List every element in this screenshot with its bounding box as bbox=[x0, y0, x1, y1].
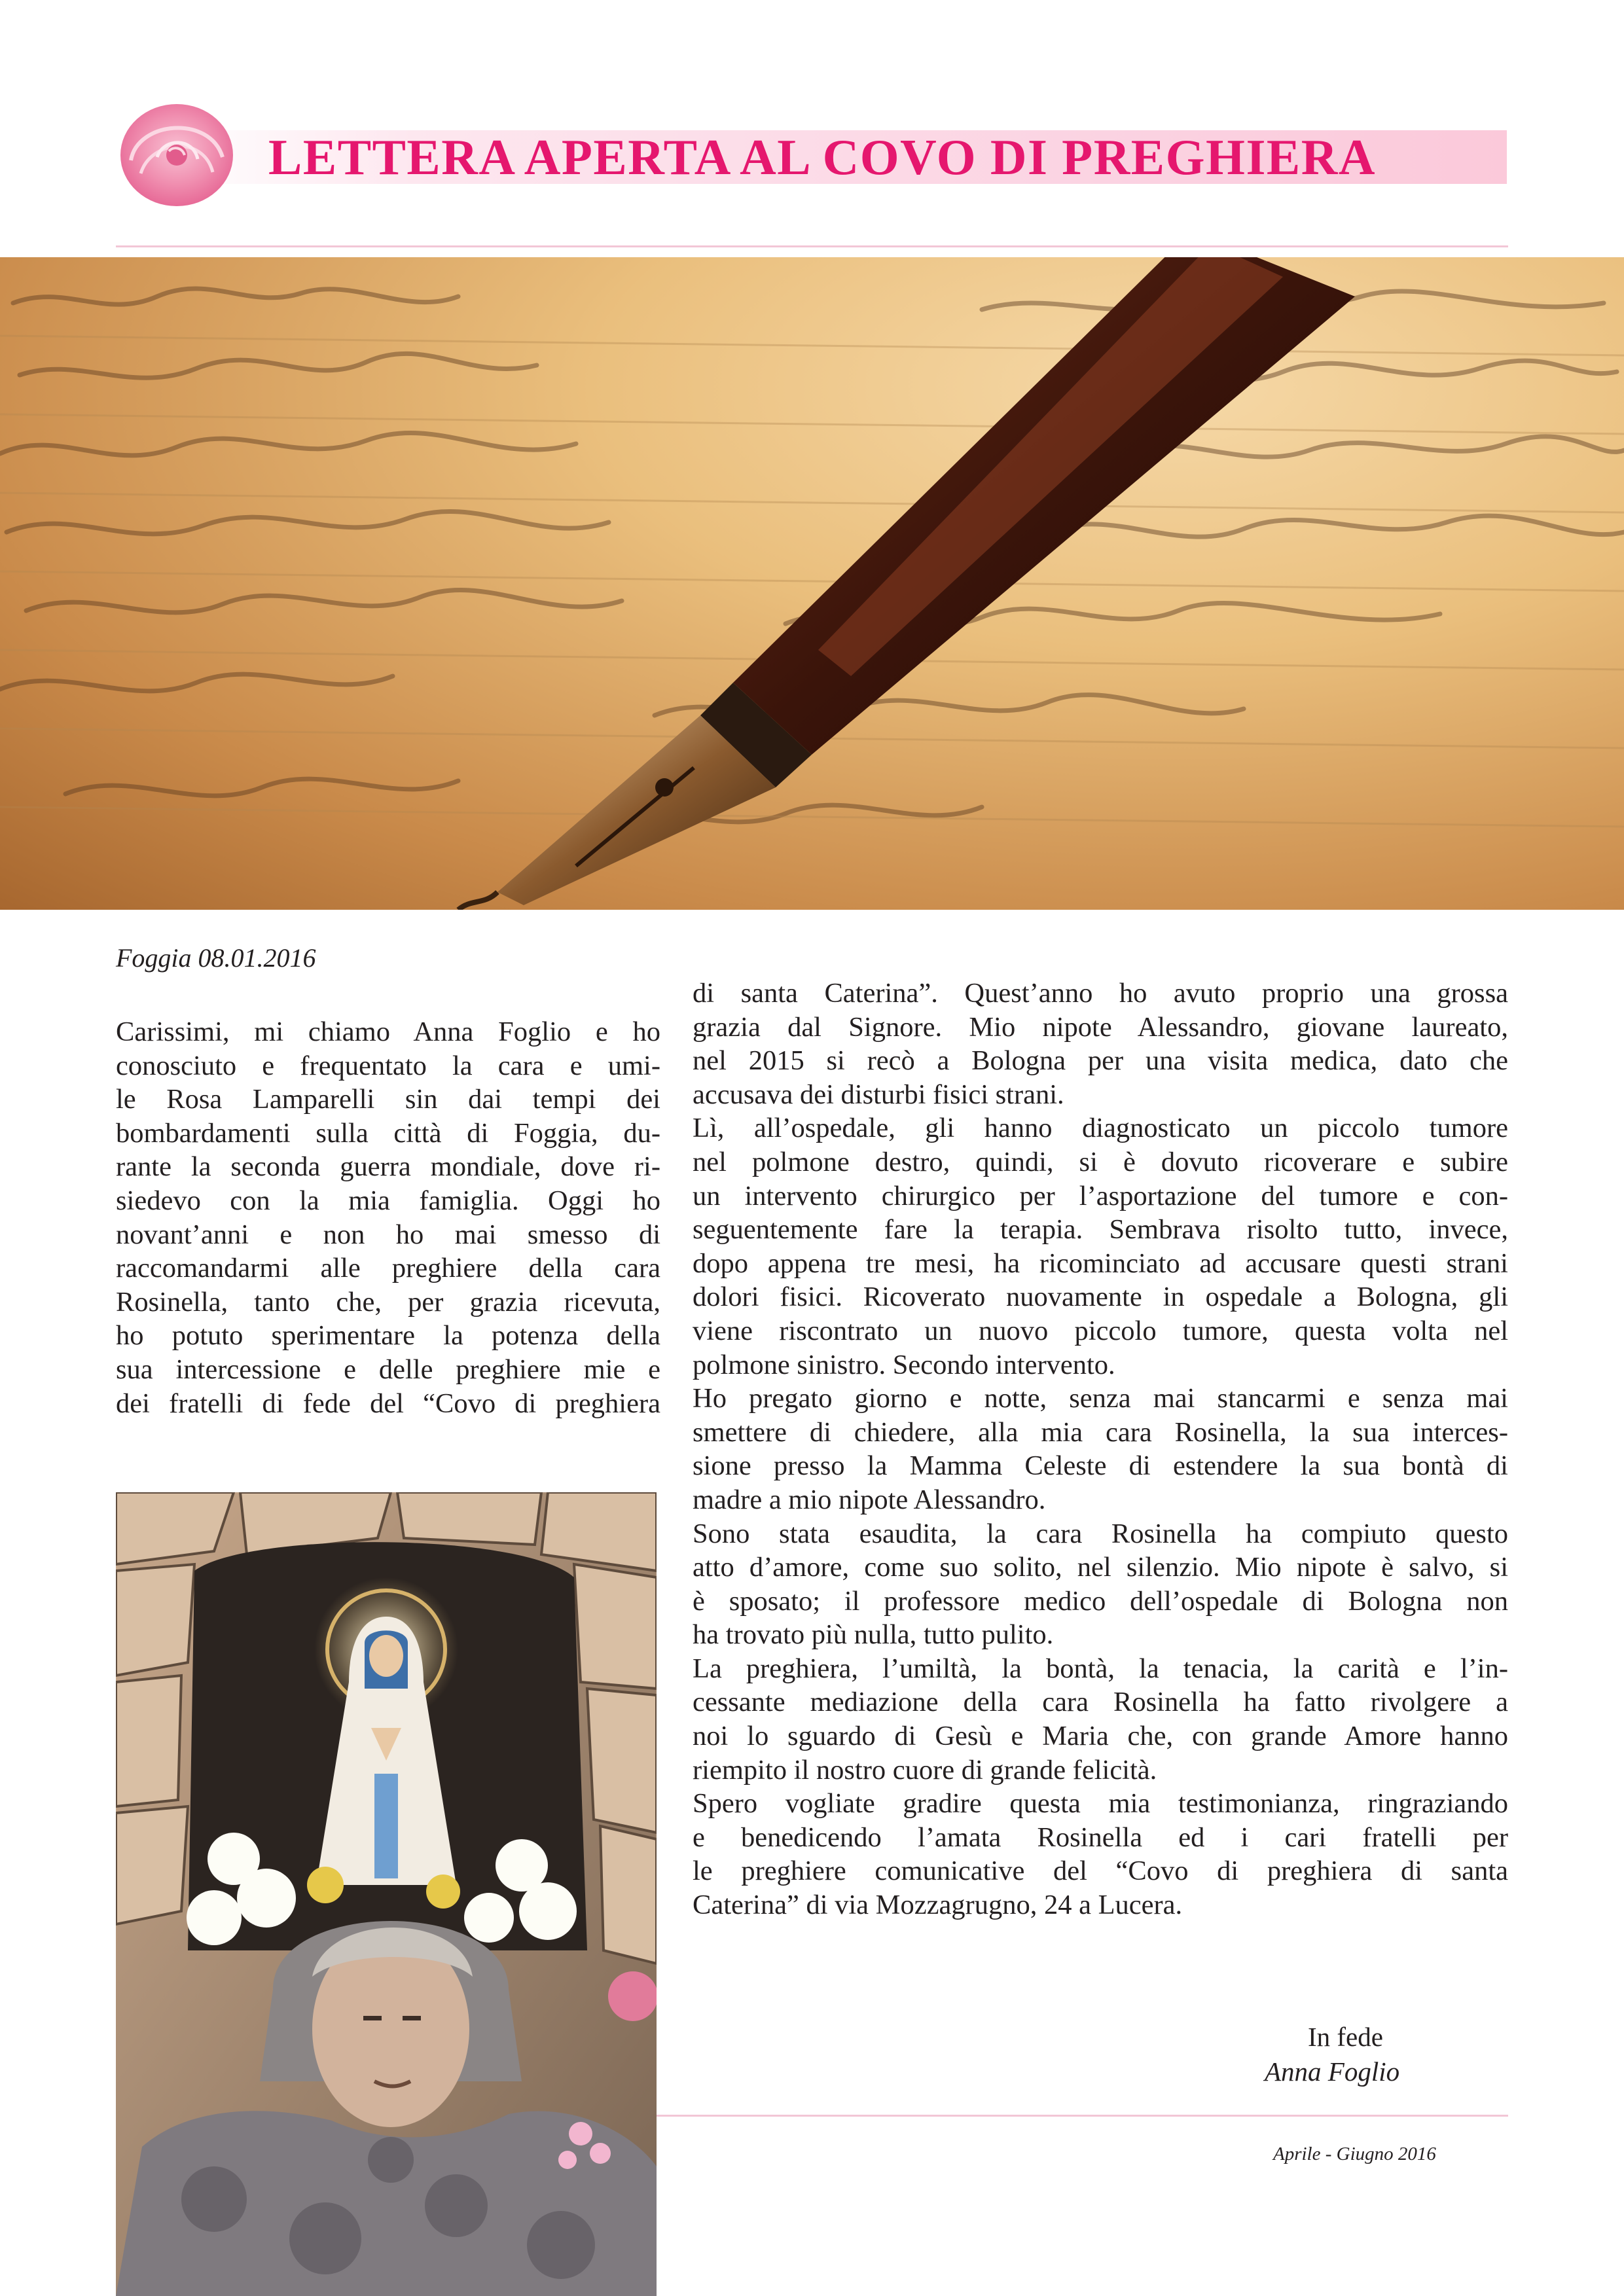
letter-line: le preghiere comunicative del “Covo di preghiera di santa bbox=[693, 1856, 1508, 1887]
letter-line: bombardamenti sulla città di Foggia, du- bbox=[116, 1117, 660, 1149]
fountain-pen-on-letter-icon bbox=[0, 257, 1624, 910]
letter-line: smettere di chiedere, alla mia cara Rosinella, la sua interces- bbox=[693, 1416, 1508, 1448]
letter-line: conosciuto e frequentato la cara e umi- bbox=[116, 1050, 660, 1081]
letter-line: nel 2015 si recò a Bologna per una visita medica, dato che bbox=[693, 1045, 1508, 1077]
letter-closing: In fede bbox=[1308, 2022, 1383, 2052]
letter-line: Caterina” di via Mozzagrugno, 24 a Lucera. bbox=[693, 1890, 1183, 1921]
letter-line: sione presso la Mamma Celeste di estendere la sua bontà di bbox=[693, 1450, 1508, 1482]
letter-line: sua intercessione e delle preghiere mie e bbox=[116, 1354, 660, 1385]
letter-date: Foggia 08.01.2016 bbox=[116, 943, 316, 973]
letter-line: le Rosa Lamparelli sin dai tempi dei bbox=[116, 1084, 660, 1115]
letter-line: Ho pregato giorno e notte, senza mai stancarmi e senza mai bbox=[693, 1383, 1508, 1414]
letter-line: rante la seconda guerra mondiale, dove ri- bbox=[116, 1151, 660, 1183]
letter-line: seguentemente fare la terapia. Sembrava risolto tutto, invece, bbox=[693, 1214, 1508, 1246]
header-divider bbox=[116, 245, 1508, 247]
letter-line: accusava dei disturbi fisici strani. bbox=[693, 1079, 1064, 1110]
letter-line: noi lo sguardo di Gesù e Maria che, con grande Amore hanno bbox=[693, 1721, 1508, 1752]
issue-label: Aprile - Giugno 2016 bbox=[1273, 2144, 1436, 2164]
letter-line: novant’anni e non ho mai smesso di bbox=[116, 1219, 660, 1250]
elderly-woman-at-madonna-shrine-photo bbox=[116, 1492, 657, 2296]
letter-line: Spero vogliate gradire questa mia testimonianza, ringraziando bbox=[693, 1788, 1508, 1820]
letter-line: polmone sinistro. Secondo intervento. bbox=[693, 1349, 1115, 1380]
letter-line: riempito il nostro cuore di grande felicità. bbox=[693, 1754, 1157, 1785]
letter-line: cessante mediazione della cara Rosinella ha fatto rivolgere a bbox=[693, 1687, 1508, 1718]
footer-divider bbox=[657, 2115, 1508, 2117]
shrine-photo-icon bbox=[116, 1492, 657, 2296]
letter-right-column bbox=[693, 975, 1508, 1920]
letter-line: atto d’amore, come suo solito, nel silenzio. Mio nipote è salvo, si bbox=[693, 1552, 1508, 1583]
letter-left-column bbox=[116, 1013, 660, 1418]
letter-line: raccomandarmi alle preghiere della cara bbox=[116, 1253, 660, 1284]
letter-line: viene riscontrato un nuovo piccolo tumore, questa volta nel bbox=[693, 1315, 1508, 1346]
letter-line: Rosinella, tanto che, per grazia ricevuta, bbox=[116, 1286, 660, 1318]
letter-line: è sposato; il professore medico dell’ospedale di Bologna non bbox=[693, 1585, 1508, 1617]
letter-line: nel polmone destro, quindi, si è dovuto ricoverare e subire bbox=[693, 1146, 1508, 1177]
letter-line: dei fratelli di fede del “Covo di preghiera bbox=[116, 1388, 660, 1419]
letter-line: La preghiera, l’umiltà, la bontà, la tenacia, la carità e l’in- bbox=[693, 1653, 1508, 1684]
letter-line: Sono stata esaudita, la cara Rosinella ha compiuto questo bbox=[693, 1518, 1508, 1549]
letter-line: ha trovato più nulla, tutto pulito. bbox=[693, 1619, 1054, 1651]
letter-line: madre a mio nipote Alessandro. bbox=[693, 1484, 1046, 1515]
letter-line: siedevo con la mia famiglia. Oggi ho bbox=[116, 1185, 660, 1216]
fountain-pen-on-letter-image bbox=[0, 257, 1624, 910]
letter-line: di santa Caterina”. Quest’anno ho avuto proprio una grossa bbox=[693, 978, 1508, 1009]
letter-signature: Anna Foglio bbox=[1265, 2056, 1400, 2087]
page-title: LETTERA APERTA AL COVO DI PREGHIERA bbox=[268, 129, 1376, 185]
letter-line: grazia dal Signore. Mio nipote Alessandro, giovane laureato, bbox=[693, 1011, 1508, 1043]
letter-line: dolori fisici. Ricoverato nuovamente in ospedale a Bologna, gli bbox=[693, 1282, 1508, 1313]
letter-line: ho potuto sperimentare la potenza della bbox=[116, 1320, 660, 1352]
letter-line: e benedicendo l’amata Rosinella ed i cari fratelli per bbox=[693, 1821, 1508, 1853]
letter-line: dopo appena tre mesi, ha ricominciato ad accusare questi strani bbox=[693, 1247, 1508, 1279]
letter-line: un intervento chirurgico per l’asportazione del tumore e con- bbox=[693, 1180, 1508, 1211]
letter-line: Lì, all’ospedale, gli hanno diagnosticato un piccolo tumore bbox=[693, 1113, 1508, 1144]
letter-line: Carissimi, mi chiamo Anna Foglio e ho bbox=[116, 1016, 660, 1047]
rose-icon bbox=[111, 95, 242, 213]
